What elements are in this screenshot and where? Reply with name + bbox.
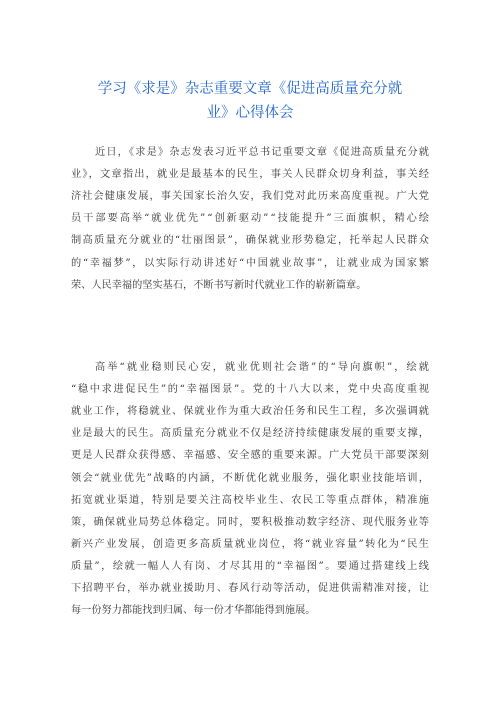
paragraph-1-line: 荣、人民幸福的坚实基石，不断书写新时代就业工作的崭新篇章。 [71, 279, 367, 291]
paragraph-1-line: 的“幸福梦”，以实际行动讲述好“中国就业故事”，让就业成为国家繁 [71, 257, 431, 269]
paragraph-2-line: 业是最大的民生。高质量充分就业不仅是经济持续健康发展的重要支撑， [71, 428, 431, 440]
paragraph-2-line: 更是人民群众获得感、幸福感、安全感的重要来源。广大党员干部要深刻 [71, 450, 431, 462]
paragraph-2-line: 就业工作，将稳就业、保就业作为重大政治任务和民生工程，多次强调就 [71, 406, 431, 418]
document-title-line-2: 业》心得体会 [206, 105, 294, 121]
paragraph-1-line: 业》，文章指出，就业是最基本的民生，事关人民群众切身利益，事关经 [71, 169, 431, 181]
paragraph-1-line: 员干部要高举“就业优先”“创新驱动”“技能提升”三面旗帜，精心绘 [71, 213, 431, 225]
paragraph-2-line: 每一份努力都能找到归属、每一份才华都能得到施展。 [71, 605, 316, 617]
paragraph-2-line: 质量”，绘就一幅人人有岗、才尽其用的“幸福图”。要通过搭建线上线 [71, 560, 431, 572]
paragraph-2-line: 策，确保就业局势总体稳定。同时，要积极推动数字经济、现代服务业等 [71, 516, 431, 528]
paragraph-2-line: 下招聘平台，举办就业援助月、春风行动等活动，促进供需精准对接，让 [71, 583, 431, 594]
paragraph-1-line: 近日，《求是》杂志发表习近平总书记重要文章《促进高质量充分就 [95, 147, 431, 158]
paragraph-2-line: 领会“就业优先”战略的内涵，不断优化就业服务，强化职业技能培训， [71, 472, 431, 484]
paragraph-2-line: “稳中求进促民生”的“幸福图景”。党的十八大以来，党中央高度重视 [71, 384, 431, 396]
document-title-line-1: 学习《求是》杂志重要文章《促进高质量充分就 [97, 81, 403, 97]
paragraph-2-line: 拓宽就业渠道，特别是要关注高校毕业生、农民工等重点群体，精准施 [71, 494, 431, 506]
paragraph-2-line: 新兴产业发展，创造更多高质量就业岗位，将“就业容量”转化为“民生 [71, 538, 431, 550]
paragraph-1-line: 济社会健康发展，事关国家长治久安，我们党对此历来高度重视。广大党 [71, 191, 431, 203]
paragraph-2-line: 高举“就业稳则民心安，就业优则社会谐”的“导向旗帜”，绘就 [95, 362, 432, 373]
paragraph-1-line: 制高质量充分就业的“壮丽图景”，确保就业形势稳定，托举起人民群众 [71, 235, 431, 247]
